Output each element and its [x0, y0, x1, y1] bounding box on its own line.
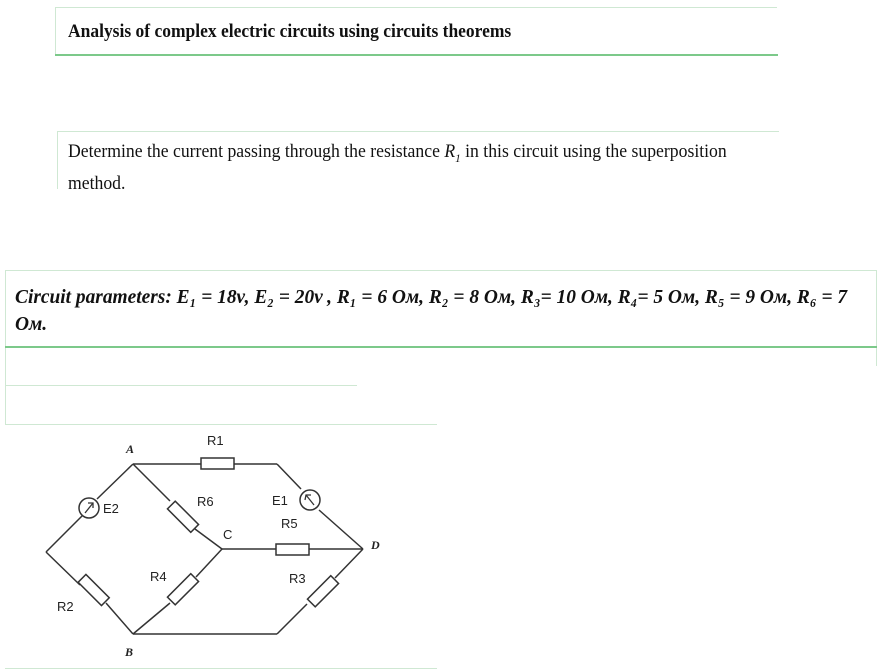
wire-left-r2 [46, 552, 80, 585]
title-top-rule [55, 7, 777, 8]
wire-a-r6 [133, 464, 170, 501]
circuit-parameters: Circuit parameters: E₁ = 18ᴠ, E₂ = 20ᴠ , R₁ = 6 Ом, R₂ = 8 Ом, R₃= 10 Ом, R₄= 5 Ом, R₅ = 9 Ом, R₆ = 7 Ом. [15, 286, 848, 335]
problem-statement [68, 139, 775, 196]
section-rule-1 [5, 385, 357, 386]
params-left-rule [5, 270, 6, 350]
label-r5: R5 [281, 516, 298, 531]
wire-r6-c [195, 529, 222, 549]
problem-text-before: Determine the current passing through the resistance [68, 141, 445, 162]
label-r1: R1 [207, 433, 224, 448]
resistor-r1 [201, 458, 234, 469]
wire-a-e2 [97, 464, 133, 499]
problem-top-rule [57, 131, 779, 132]
label-r6: R6 [197, 494, 214, 509]
circuit-diagram [0, 425, 440, 672]
label-r2: R2 [57, 599, 74, 614]
params-top-rule [5, 270, 877, 271]
wire-r2-b [106, 603, 133, 634]
wire-bottom-right-r3 [277, 604, 307, 634]
node-label-a: A [126, 442, 135, 456]
title-left-rule [55, 7, 56, 55]
resistor-r3 [307, 576, 338, 607]
node-label-c: C [223, 527, 233, 542]
label-e2: E2 [103, 501, 119, 516]
problem-text-after: in this circuit using the superposition method. [68, 141, 727, 194]
params-right-rule [876, 270, 877, 366]
node-label-d: D [371, 538, 380, 552]
wire-e1-d [319, 510, 363, 549]
page-title: Analysis of complex electric circuits using circuits theorems [68, 21, 512, 42]
resistor-r6 [167, 501, 198, 532]
label-r4: R4 [150, 569, 167, 584]
wire-r4-b [133, 603, 170, 634]
params-bottom-rule [5, 346, 877, 348]
resistor-subscript: 1 [455, 150, 461, 165]
wire-top-right-e1 [277, 464, 301, 489]
label-r3: R3 [289, 571, 306, 586]
resistor-r4 [167, 574, 198, 605]
section-left-rule [5, 350, 6, 425]
wire-r3-d [335, 549, 363, 578]
wire-e2-left [46, 516, 82, 552]
wire-c-r4 [196, 549, 222, 577]
problem-left-rule [57, 131, 58, 189]
label-e1: E1 [272, 493, 288, 508]
resistor-r2 [78, 574, 109, 605]
resistor-symbol: R [444, 141, 456, 162]
title-bottom-rule [55, 54, 778, 56]
resistor-r5 [276, 544, 309, 555]
node-label-b: B [125, 645, 134, 659]
